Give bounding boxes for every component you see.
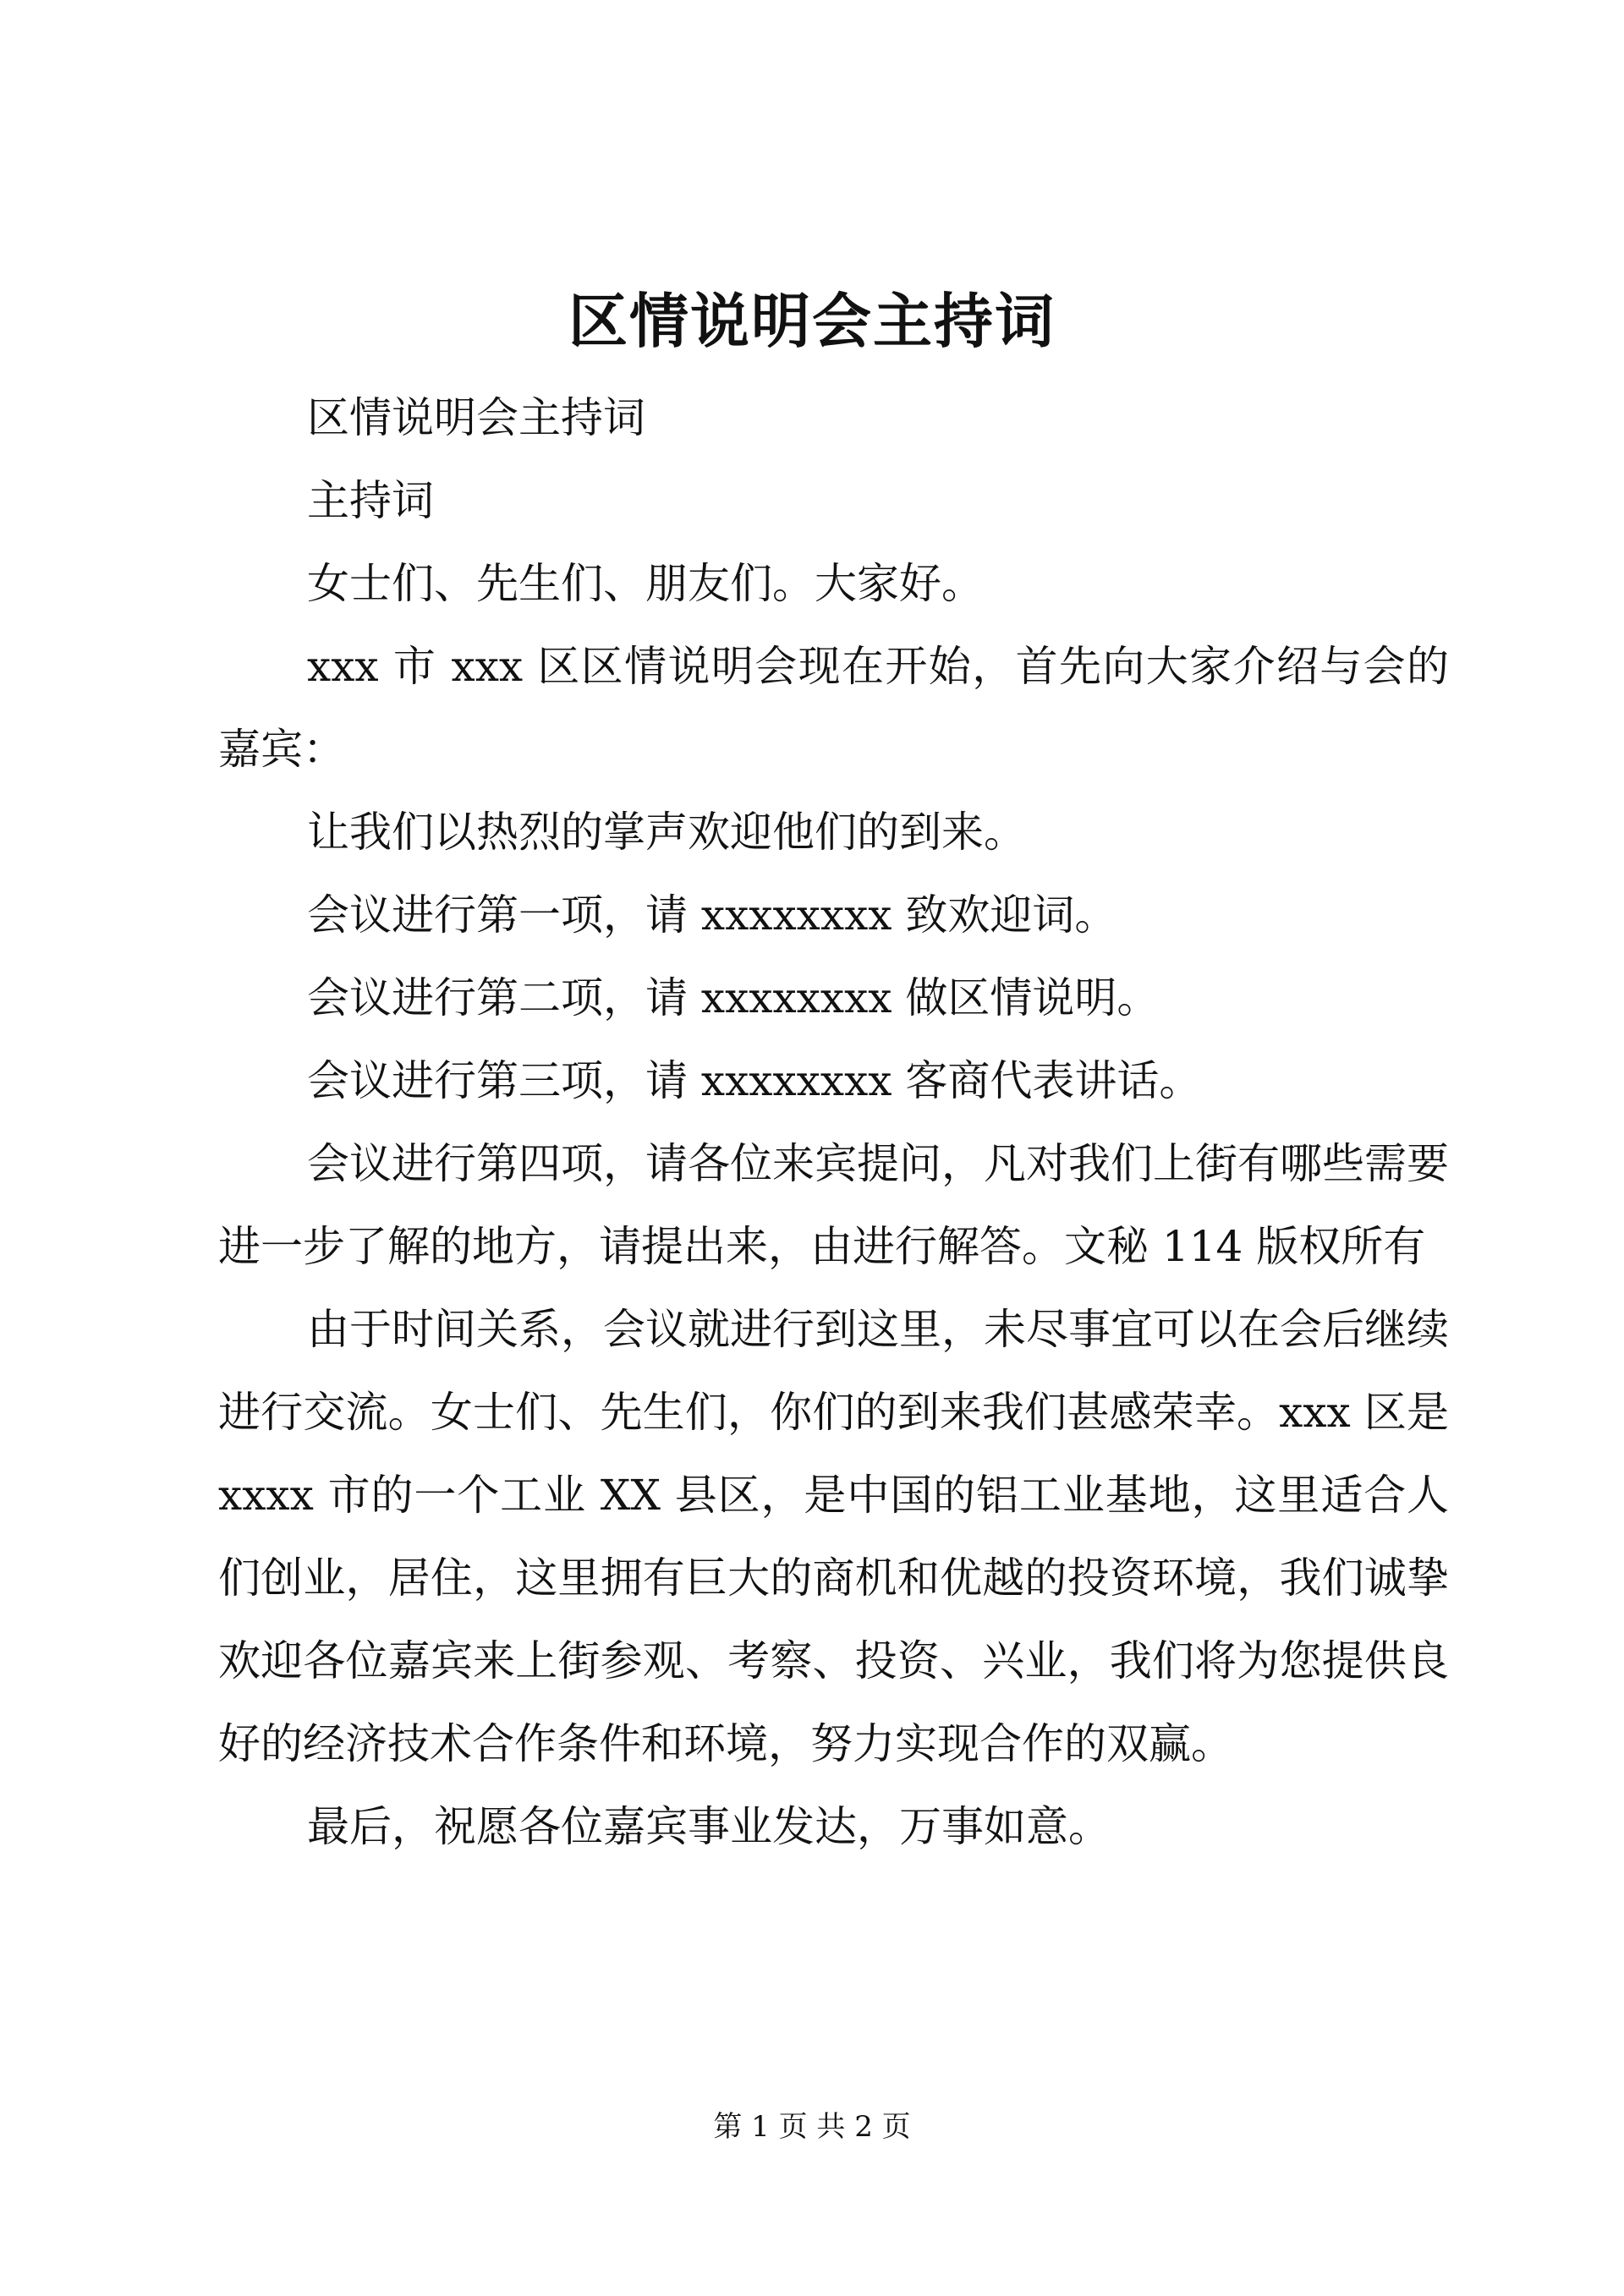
paragraph: 会议进行第一项，请 xxxxxxxx 致欢迎词。 [307, 890, 1117, 940]
paragraph: xxx 市 xxx 区区情说明会现在开始，首先向大家介绍与会的嘉宾： [218, 642, 1449, 774]
paragraph: 会议进行第四项，请各位来宾提问，凡对我们上街有哪些需要进一步了解的地方，请提出来，由进行解答。文秘 114 版权所有 [218, 1139, 1449, 1271]
paragraph: 由于时间关系，会议就进行到这里，未尽事宜可以在会后继续进行交流。女士们、先生们，你们的到来我们甚感荣幸。xxx 区是 xxxx 市的一个工业 XX 县区，是中国的铝工业基地，这里适合人们创业，居住，这里拥有巨大的商机和优越的投资环境，我们诚挚欢迎各位嘉宾来上街参观、考察、投资、兴业，我们将为您提供良好的经济技术合作条件和环境，努力实现合作的双赢。 [218, 1305, 1449, 1768]
page-footer: 第 1 页 共 2 页 [713, 2110, 911, 2144]
paragraph: 让我们以热烈的掌声欢迎他们的到来。 [307, 808, 1026, 857]
paragraph: 会议进行第三项，请 xxxxxxxx 客商代表讲话。 [307, 1056, 1202, 1105]
paragraph: 主持词 [307, 476, 434, 525]
document-body [218, 376, 1449, 1868]
paragraph: 最后，祝愿各位嘉宾事业发达，万事如意。 [307, 1802, 1111, 1851]
paragraph: 女士们、先生们、朋友们。大家好。 [307, 559, 984, 608]
paragraph: 区情说明会主持词 [307, 393, 645, 442]
paragraph: 会议进行第二项，请 xxxxxxxx 做区情说明。 [307, 973, 1160, 1022]
document-title: 区情说明会主持词 [568, 286, 1056, 356]
